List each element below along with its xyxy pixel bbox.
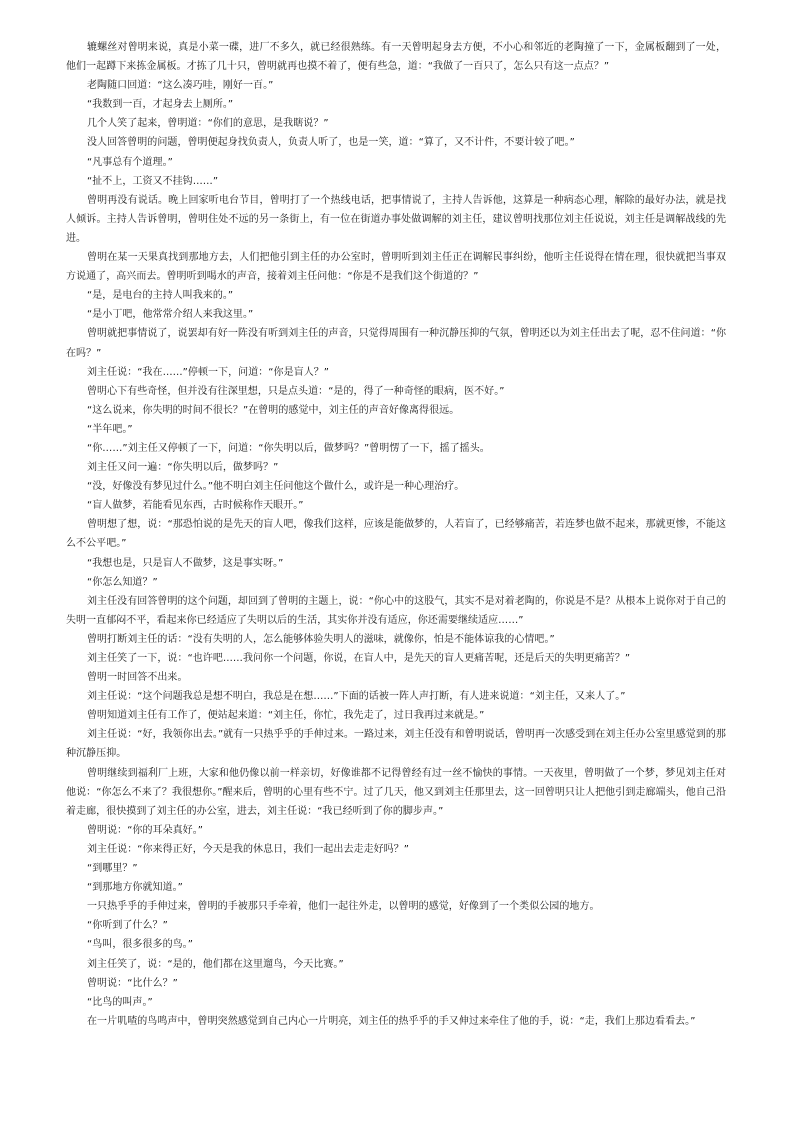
paragraph: 曾明知道刘主任有工作了，便站起来道：“刘主任，你忙，我先走了，过日我再过来就是。” [87,710,485,722]
paragraph: “你听到了什么？” [87,920,168,932]
paragraph: 曾明说：“你的耳朵真好。” [87,824,204,836]
paragraph: 一只热乎乎的手伸过来，曾明的手被那只手牵着，他们一起往外走，以曾明的感觉，好像到了一个类似公园的地方。 [87,901,600,913]
paragraph: 刘主任说：“这个问题我总是想不明白，我总是在想……”下面的话被一阵人声打断，有人进来说道：“刘主任，又来人了。” [87,691,626,703]
paragraph: “半年吧。” [87,423,133,435]
paragraph: “比鸟的叫声。” [87,996,153,1008]
paragraph: 曾明就把事情说了，说罢却有好一阵没有听到刘主任的声音，只觉得周围有一种沉静压抑的气氛，曾明还以为刘主任出去了呢，忍不住问道：“你在吗？” [66,328,726,359]
paragraph: “盲人做梦，若能看见东西，古时候称作天眼开。” [87,500,304,512]
document-page [66,38,726,1031]
paragraph: 曾明在某一天果真找到那地方去，人们把他引到主任的办公室时，曾明听到刘主任正在调解民事纠纷，他听主任说得在情在理，很快就把当事双方说通了，高兴而去。曾明听到喝水的声音，接着刘主任问他：“你是不是我们这个街道的？” [66,252,726,283]
paragraph: “到那地方你就知道。” [87,882,183,894]
paragraph: 辘螺丝对曾明来说，真是小菜一碟，进厂不多久，就已经很熟练。有一天曾明起身去方便，不小心和邻近的老陶撞了一下，金属板翻到了一处，他们一起蹲下来拣金属板。才拣了几十只，曾明就再也摸不着了，便有些急，道：“我做了一百只了，怎么只有这一点点？” [66,42,726,73]
paragraph: “是小丁吧，他常常介绍人来我这里。” [87,309,254,321]
paragraph: “没，好像没有梦见过什么。”他不明白刘主任问他这个做什么，或许是一种心理治疗。 [87,481,465,493]
paragraph: “凡事总有个道理。” [87,156,173,168]
paragraph: 在一片叽喳的鸟鸣声中，曾明突然感觉到自己内心一片明亮，刘主任的热乎乎的手又伸过来牵住了他的手，说：“走，我们上那边看看去。” [87,1015,696,1027]
paragraph: 老陶随口回道：“这么凑巧哇，刚好一百。” [87,80,274,92]
paragraph: “这么说来，你失明的时间不很长？”在曾明的感觉中，刘主任的声音好像离得很远。 [87,404,460,416]
paragraph: 刘主任说：“我在……”停顿一下，问道：“你是盲人？” [87,366,330,378]
paragraph: 曾明再没有说话。晚上回家听电台节目，曾明打了一个热线电话，把事情说了，主持人告诉他，这算是一种病态心理，解除的最好办法，就是找人倾诉。主持人告诉曾明，曾明住处不远的另一条街上，有一位在街道办事处做调解的刘主任，建议曾明找那位刘主任说说，刘主任是调解战线的先进。 [66,194,726,244]
paragraph: “你怎么知道？” [87,576,158,588]
paragraph: 曾明一时回答不出来。 [87,672,188,684]
paragraph: “是，是电台的主持人叫我来的。” [87,290,234,302]
paragraph: “你……”刘主任又停顿了一下，问道：“你失明以后，做梦吗？”曾明愣了一下，摇了摇头。 [87,442,490,454]
paragraph: 刘主任说：“你来得正好，今天是我的休息日，我们一起出去走走好吗？” [87,843,410,855]
paragraph: “扯不上，工资又不挂钩……” [87,175,219,187]
paragraph: 刘主任又问一遍：“你失明以后，做梦吗？” [87,462,279,474]
paragraph: “我想也是，只是盲人不做梦，这是事实呀。” [87,557,284,569]
paragraph: 刘主任笑了一下，说：“也许吧……我问你一个问题，你说，在盲人中，是先天的盲人更痛苦呢，还是后天的失明更痛苦？” [87,653,631,664]
paragraph: “到哪里？” [87,863,138,875]
paragraph: 曾明继续到福利厂上班，大家和他仍像以前一样亲切，好像谁都不记得曾经有过一丝不愉快的事情。一天夜里，曾明做了一个梦，梦见刘主任对他说：“你怎么不来了？我很想你。”醒来后，曾明的心里有些不宁。过了几天，他又到刘主任那里去，这一回曾明只让人把他引到走廊端头，他自己沿着走廊，很快摸到了刘主任的办公室，进去，刘主任说：“我已经听到了你的脚步声。” [66,767,726,817]
paragraph: 刘主任说：“好，我领你出去。”就有一只热乎乎的手伸过来。一路过来，刘主任没有和曾明说话，曾明再一次感受到在刘主任办公室里感觉到的那种沉静压抑。 [66,729,726,760]
paragraph: “我数到一百，才起身去上厕所。” [87,99,234,111]
paragraph: 曾明打断刘主任的话：“没有失明的人，怎么能够体验失明人的滋味，就像你，怕是不能体谅我的心情吧。” [87,633,555,645]
paragraph: 曾明心下有些奇怪，但并没有往深里想，只是点头道：“是的，得了一种奇怪的眼病，医不好。” [87,385,505,397]
paragraph: 刘主任笑了，说：“是的，他们都在这里遛鸟，今天比赛。” [87,958,344,970]
paragraph: 刘主任没有回答曾明的这个问题，却回到了曾明的主题上，说：“你心中的这股气，其实不是对着老陶的，你说是不是？从根本上说你对于自己的失明一直郁闷不平，看起来你已经适应了失明以后的生活，其实你并没有适应，你还需要继续适应……” [66,595,726,626]
paragraph: 曾明说：“比什么？” [87,977,178,989]
paragraph: 曾明想了想，说：“那恐怕说的是先天的盲人吧，像我们这样，应该是能做梦的，人若盲了，已经够痛苦，若连梦也做不起来，那就更惨，不能这么不公平吧。” [66,519,726,550]
paragraph: “鸟叫，很多很多的鸟。” [87,939,193,951]
paragraph: 几个人笑了起来，曾明道：“你们的意思，是我瞎说？” [87,118,329,130]
paragraph: 没人回答曾明的问题，曾明便起身找负责人，负责人听了，也是一笑，道：“算了，又不计件，不要计较了吧。” [87,137,575,149]
